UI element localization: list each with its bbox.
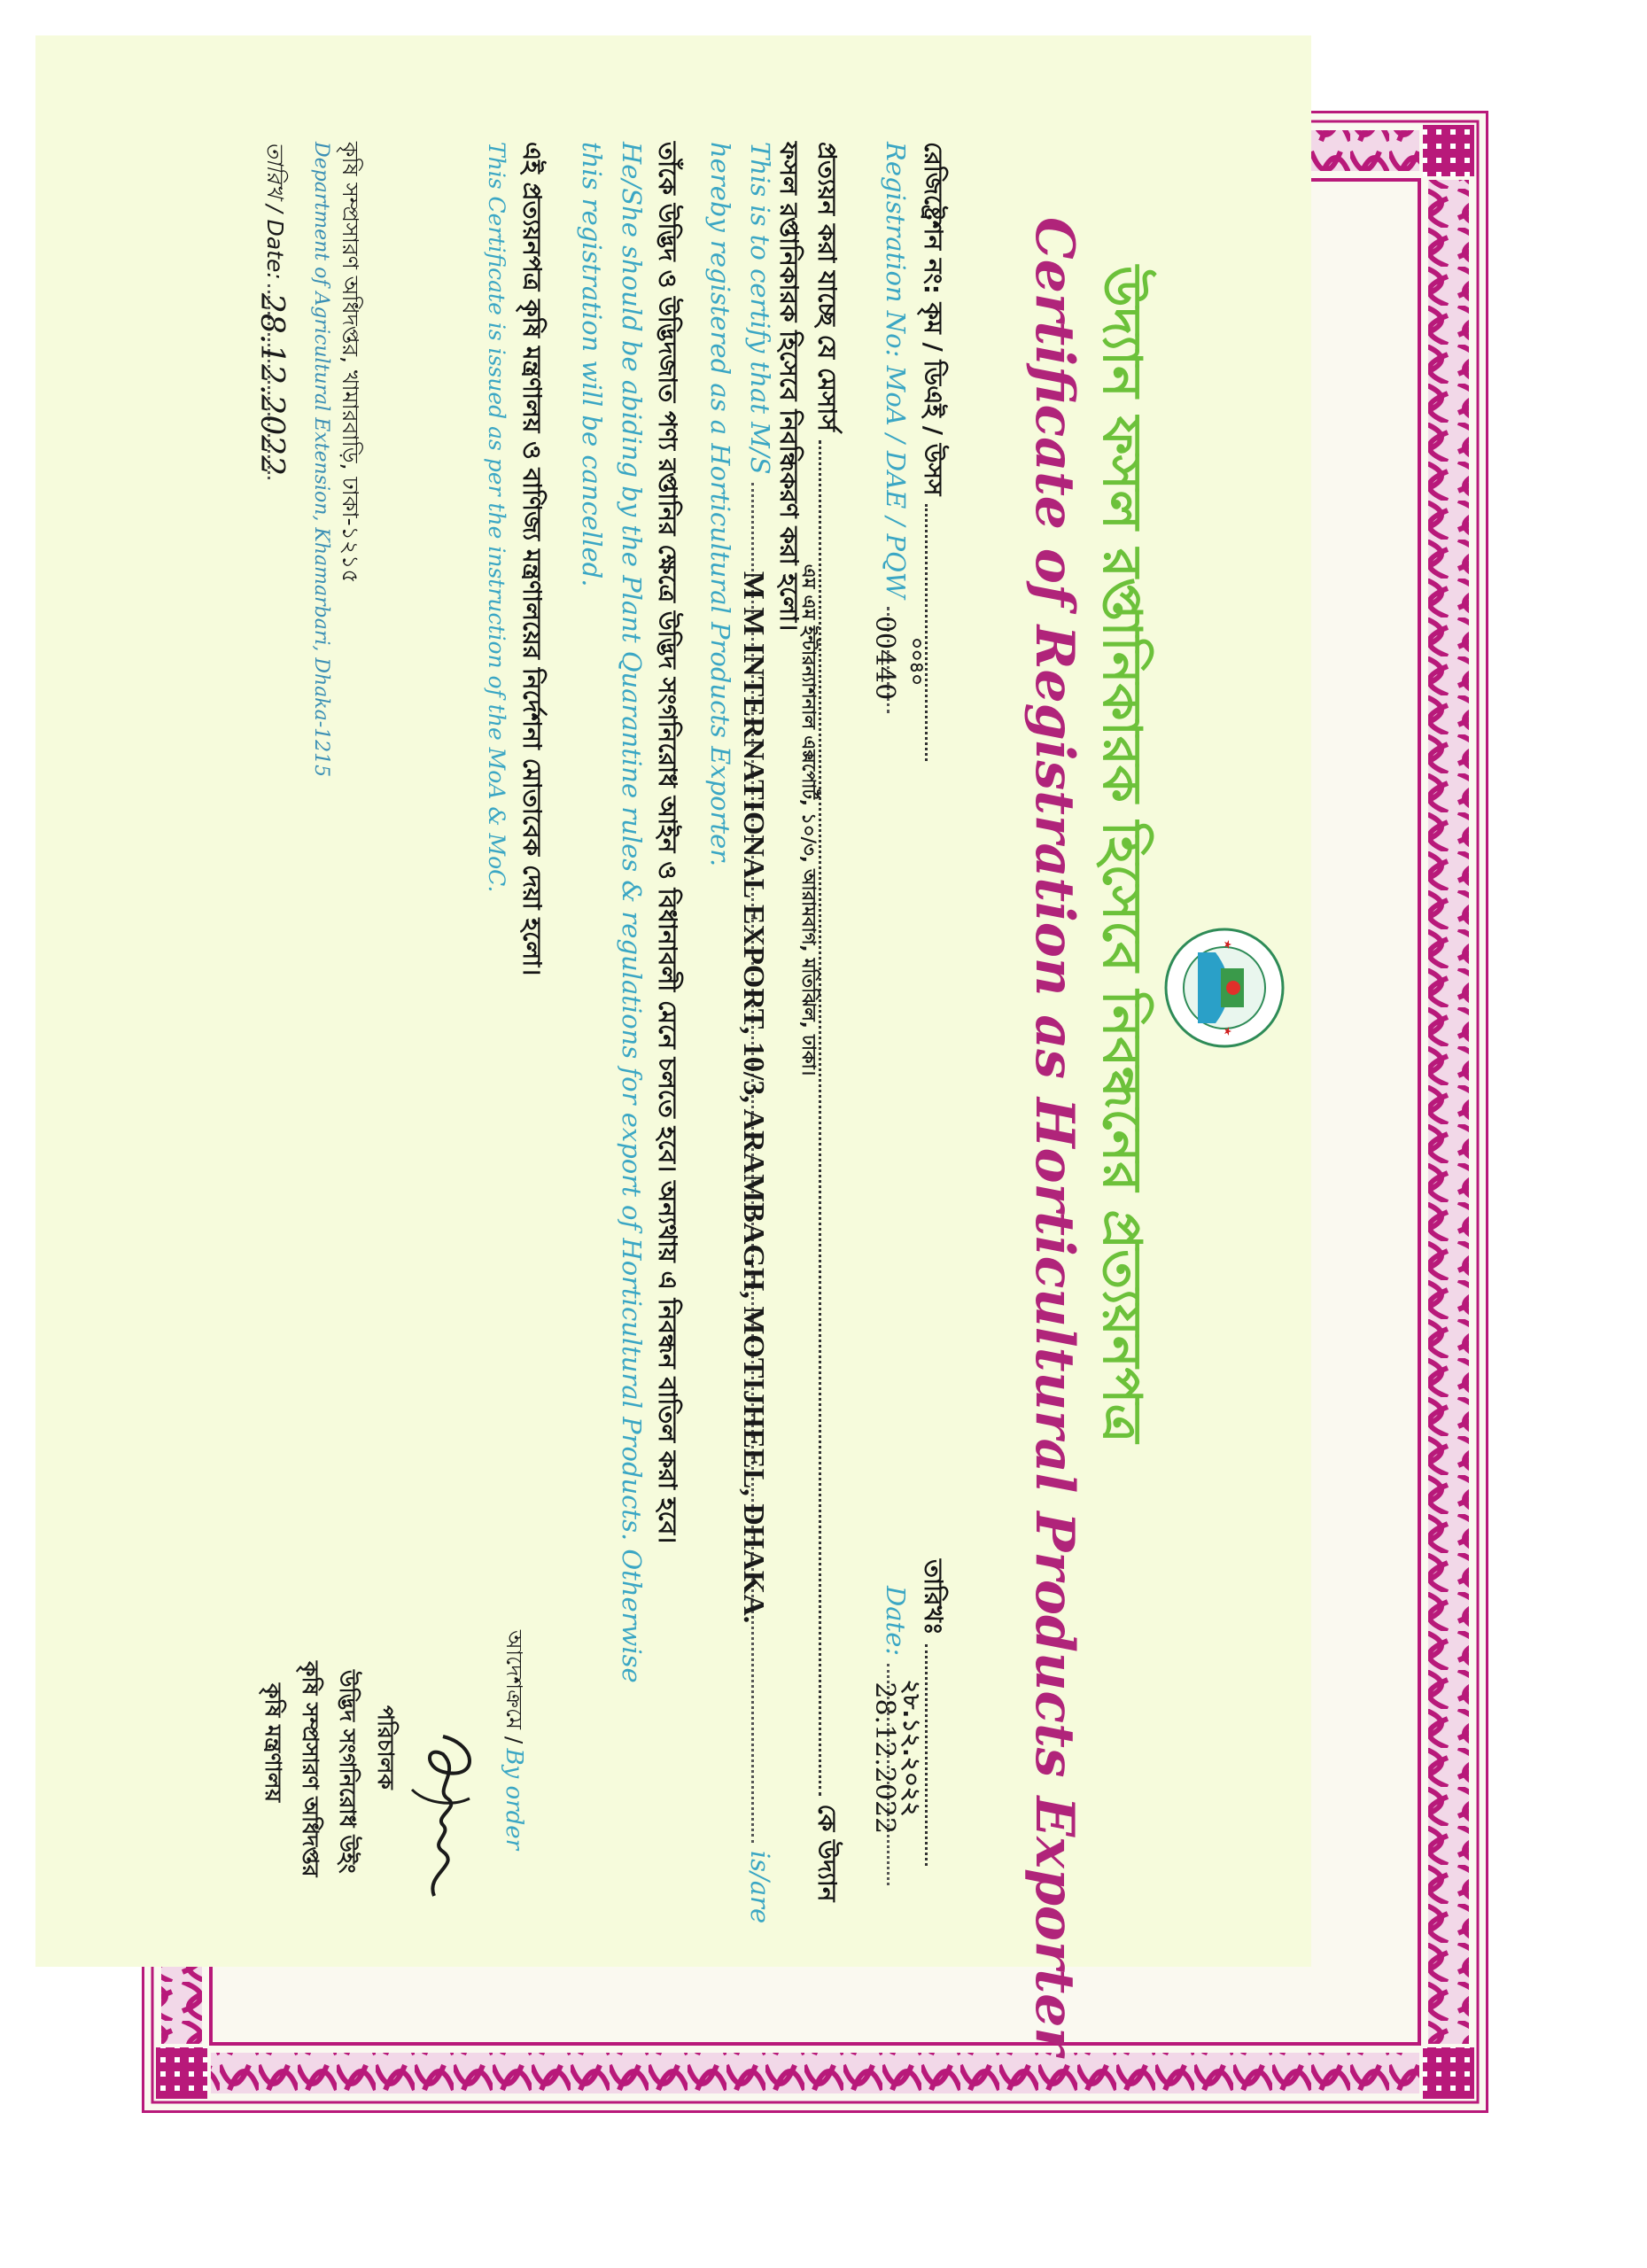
government-seal-icon (1162, 926, 1286, 1050)
date-label-bn: তারিখঃ ২৮.১২.২০২২ (911, 1559, 952, 1866)
registration-value-bn: ০০৪০ (906, 637, 928, 686)
by-order: আদেশক্রমে / By order (501, 1630, 527, 1851)
signatory-title: পরিচালক (373, 1705, 399, 1790)
date-label-en: Date: 28.12.2022 (881, 1586, 911, 1885)
department-en: Department of Agricultural Extension, Khamarbari, Dhaka-1215 (310, 142, 332, 778)
registration-value-en: 00440 (869, 615, 900, 701)
registered-line-en: hereby registered as a Horticultural Products Exporter. (705, 142, 735, 867)
registration-label-en: Registration No: MoA / DAE / PQW 00440 (881, 142, 911, 713)
signatory-line-2: কৃষি সম্প্রসারণ অধিদপ্তর (298, 1661, 323, 1877)
department-bn: কৃষি সম্প্রসারণ অধিদপ্তর, খামারবাড়ি, ঢাকা-১২১৫ (338, 142, 363, 584)
exporter-name-en: M M INTERNATIONAL EXPORT, 10/3, ARAMBAGH, MOTIJHEEL, DHAKA. (737, 571, 770, 1624)
footer-date-value: 28.12.2022 (253, 292, 290, 477)
title-bangla: উদ্যান ফসল রপ্তানিকারক হিসেবে নিবন্ধনের প্রত্যয়নপত্র (1091, 266, 1153, 1443)
date-value-bn: ২৮.১২.২০২২ (897, 1679, 924, 1817)
rules-line-en-2: this registration will be cancelled. (577, 142, 607, 587)
rules-line-en-1: He/She should be abiding by the Plant Quarantine rules & regulations for export of Horticultural Products. Otherwise (617, 142, 647, 1683)
certify-line-en: This is to certify that M/S M M INTERNATIONAL EXPORT, 10/3, ARAMBAGH, MOTIJHEEL, DHAKA. is/are (737, 142, 775, 1924)
certify-line-bn: প্রত্যয়ন করা যাচ্ছে যে মেসার্স এম এম ইন্টারন্যাশনাল এক্সপোর্ট, ১০/৩, আরামবাগ, মতিঝিল, ঢাকা। কে উদ্যান (804, 142, 846, 1902)
rules-line-bn: তাঁকে উদ্ভিদ ও উদ্ভিদজাত পণ্য রপ্তানির ক্ষেত্রে উদ্ভিদ সংগনিরোধ আইন ও বিধানাবলী মেনে চলতে হবে। অন্যথায় এ নিবন্ধন বাতিল করা হবে। (653, 142, 682, 1544)
footer-date: তারিখ / Date: 28.12.2022 (254, 142, 292, 479)
signatory-line-1: উদ্ভিদ সংগনিরোধ উইং (335, 1670, 361, 1874)
certificate-content (35, 35, 1311, 2056)
registered-line-bn: ফসল রপ্তানিকারক হিসেবে নিবন্ধিকরণ করা হলো। (774, 142, 804, 632)
issued-line-en: This Certificate is issued as per the instruction of the MoA & MoC. (484, 142, 509, 893)
exporter-name-bn: এম এম ইন্টারন্যাশনাল এক্সপোর্ট, ১০/৩, আরামবাগ, মতিঝিল, ঢাকা। (798, 563, 820, 1076)
date-value-en: 28.12.2022 (869, 1682, 900, 1835)
issued-line-bn: এই প্রত্যয়নপত্র কৃষি মন্ত্রণালয় ও বাণিজ্য মন্ত্রণালয়ের নির্দেশনা মোতাবেক দেয়া হলো। (517, 142, 547, 976)
registration-label-bn: রেজিষ্ট্রেশন নং: কৃম / ডিএই / উসস ০০৪০ (911, 142, 952, 761)
signature-icon (399, 1719, 496, 1914)
signatory-line-3: কৃষি মন্ত্রণালয় (260, 1683, 286, 1803)
title-english: Certificate of Registration as Horticultural Products Exporter (1023, 217, 1085, 2056)
